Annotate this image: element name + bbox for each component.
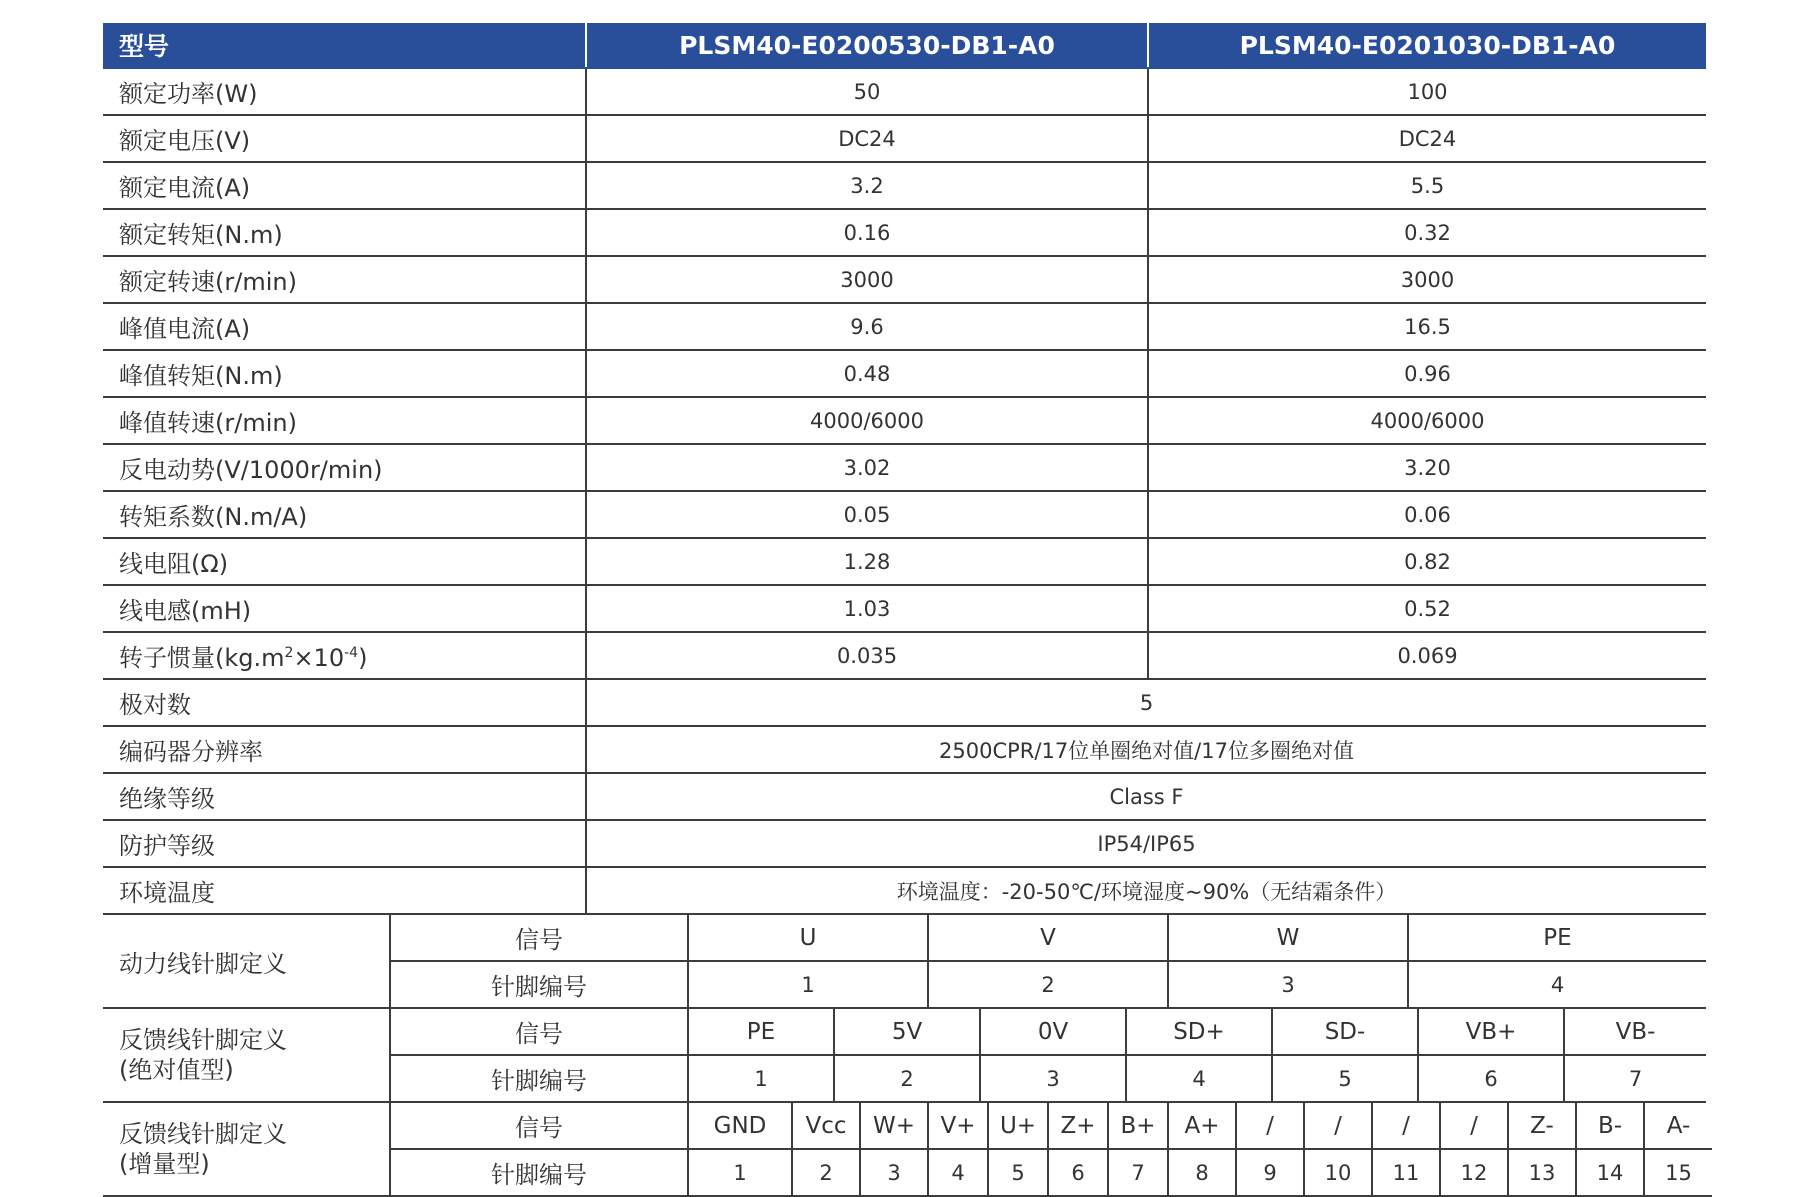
spec-row bbox=[103, 397, 1706, 444]
spec-value-model-2: 0.82 bbox=[1148, 538, 1706, 585]
incremental-title bbox=[103, 1103, 390, 1196]
incremental-title-line2: (增量型) bbox=[119, 1150, 210, 1178]
spec-table bbox=[103, 23, 1706, 915]
inertia-value-model-1: 0.035 bbox=[586, 632, 1148, 679]
spec-value-model-1: 3000 bbox=[586, 256, 1148, 303]
spec-value-model-2: 100 bbox=[1148, 68, 1706, 115]
spec-label: 峰值转速(r/min) bbox=[103, 397, 586, 444]
inertia-label bbox=[103, 632, 586, 679]
signal-cell: B- bbox=[1576, 1103, 1644, 1149]
pin-number-cell: 11 bbox=[1372, 1149, 1440, 1196]
pin-number-cell: 1 bbox=[688, 1055, 834, 1102]
pin-number-cell: 2 bbox=[928, 961, 1168, 1008]
inertia-label-mid: ×10 bbox=[293, 644, 345, 672]
pin-number-cell: 3 bbox=[1168, 961, 1408, 1008]
inertia-value-model-2: 0.069 bbox=[1148, 632, 1706, 679]
spec-value-model-1: 3.2 bbox=[586, 162, 1148, 209]
pin-number-cell: 5 bbox=[988, 1149, 1048, 1196]
signal-cell: / bbox=[1304, 1103, 1372, 1149]
spec-value-model-1: 3.02 bbox=[586, 444, 1148, 491]
common-label: 防护等级 bbox=[103, 820, 586, 867]
absolute-signal-row bbox=[103, 1009, 1706, 1055]
model-label: 型号 bbox=[103, 23, 586, 68]
pin-number-cell: 8 bbox=[1168, 1149, 1236, 1196]
common-row bbox=[103, 820, 1706, 867]
common-value: 2500CPR/17位单圈绝对值/17位多圈绝对值 bbox=[586, 726, 1706, 773]
power-pin-table bbox=[103, 915, 1706, 1009]
power-signal-row bbox=[103, 915, 1706, 961]
pin-number-cell: 4 bbox=[928, 1149, 988, 1196]
absolute-title bbox=[103, 1009, 390, 1102]
signal-cell: 5V bbox=[834, 1009, 980, 1055]
spec-value-model-1: 4000/6000 bbox=[586, 397, 1148, 444]
pin-number-cell: 7 bbox=[1108, 1149, 1168, 1196]
spec-label: 转矩系数(N.m/A) bbox=[103, 491, 586, 538]
spec-value-model-1: 1.03 bbox=[586, 585, 1148, 632]
signal-cell: GND bbox=[688, 1103, 792, 1149]
power-title: 动力线针脚定义 bbox=[103, 915, 390, 1008]
spec-label: 线电阻(Ω) bbox=[103, 538, 586, 585]
pin-number-cell: 7 bbox=[1564, 1055, 1706, 1102]
spec-label: 峰值转矩(N.m) bbox=[103, 350, 586, 397]
signal-cell: U bbox=[688, 915, 928, 961]
spec-label: 额定转速(r/min) bbox=[103, 256, 586, 303]
signal-cell: Z+ bbox=[1048, 1103, 1108, 1149]
absolute-title-line1: 反馈线针脚定义 bbox=[119, 1026, 287, 1054]
pin-number-cell: 3 bbox=[980, 1055, 1126, 1102]
pin-number-cell: 10 bbox=[1304, 1149, 1372, 1196]
spec-label: 额定转矩(N.m) bbox=[103, 209, 586, 256]
signal-cell: / bbox=[1372, 1103, 1440, 1149]
spec-value-model-1: 1.28 bbox=[586, 538, 1148, 585]
signal-cell: A- bbox=[1644, 1103, 1712, 1149]
spec-label: 峰值电流(A) bbox=[103, 303, 586, 350]
spec-value-model-1: 0.48 bbox=[586, 350, 1148, 397]
signal-cell: VB- bbox=[1564, 1009, 1706, 1055]
spec-row bbox=[103, 585, 1706, 632]
signal-cell: Vcc bbox=[792, 1103, 860, 1149]
signal-cell: W+ bbox=[860, 1103, 928, 1149]
signal-cell: VB+ bbox=[1418, 1009, 1564, 1055]
signal-cell: W bbox=[1168, 915, 1408, 961]
signal-label: 信号 bbox=[390, 915, 688, 961]
spec-value-model-2: 0.96 bbox=[1148, 350, 1706, 397]
signal-cell: V bbox=[928, 915, 1168, 961]
spec-label: 额定功率(W) bbox=[103, 68, 586, 115]
common-row bbox=[103, 773, 1706, 820]
spec-row bbox=[103, 538, 1706, 585]
signal-cell: / bbox=[1440, 1103, 1508, 1149]
signal-cell: V+ bbox=[928, 1103, 988, 1149]
pin-number-label: 针脚编号 bbox=[390, 961, 688, 1008]
pin-number-label: 针脚编号 bbox=[390, 1055, 688, 1102]
pin-number-cell: 13 bbox=[1508, 1149, 1576, 1196]
signal-cell: PE bbox=[1408, 915, 1706, 961]
pin-number-cell: 6 bbox=[1048, 1149, 1108, 1196]
signal-label: 信号 bbox=[390, 1009, 688, 1055]
absolute-title-line2: (绝对值型) bbox=[119, 1056, 234, 1084]
incremental-title-line1: 反馈线针脚定义 bbox=[119, 1120, 287, 1148]
spec-value-model-2: 5.5 bbox=[1148, 162, 1706, 209]
pin-number-cell: 2 bbox=[792, 1149, 860, 1196]
common-label: 编码器分辨率 bbox=[103, 726, 586, 773]
spec-label: 额定电压(V) bbox=[103, 115, 586, 162]
pin-number-cell: 3 bbox=[860, 1149, 928, 1196]
common-value: 5 bbox=[586, 679, 1706, 726]
pin-number-cell: 4 bbox=[1408, 961, 1706, 1008]
spec-row bbox=[103, 350, 1706, 397]
spec-value-model-1: 0.16 bbox=[586, 209, 1148, 256]
common-value: IP54/IP65 bbox=[586, 820, 1706, 867]
spec-value-model-1: DC24 bbox=[586, 115, 1148, 162]
incremental-pin-table bbox=[103, 1103, 1712, 1197]
spec-value-model-2: 16.5 bbox=[1148, 303, 1706, 350]
signal-cell: SD- bbox=[1272, 1009, 1418, 1055]
common-label: 绝缘等级 bbox=[103, 773, 586, 820]
spec-row-inertia bbox=[103, 632, 1706, 679]
spec-row bbox=[103, 68, 1706, 115]
signal-cell: PE bbox=[688, 1009, 834, 1055]
common-row bbox=[103, 679, 1706, 726]
spec-value-model-1: 9.6 bbox=[586, 303, 1148, 350]
signal-cell: Z- bbox=[1508, 1103, 1576, 1149]
pin-number-cell: 14 bbox=[1576, 1149, 1644, 1196]
pin-number-cell: 12 bbox=[1440, 1149, 1508, 1196]
spec-row bbox=[103, 303, 1706, 350]
signal-cell: U+ bbox=[988, 1103, 1048, 1149]
spec-label: 线电感(mH) bbox=[103, 585, 586, 632]
spec-row bbox=[103, 444, 1706, 491]
signal-cell: A+ bbox=[1168, 1103, 1236, 1149]
incremental-signal-row bbox=[103, 1103, 1712, 1149]
spec-value-model-1: 0.05 bbox=[586, 491, 1148, 538]
common-label: 极对数 bbox=[103, 679, 586, 726]
header-row bbox=[103, 23, 1706, 68]
common-row bbox=[103, 867, 1706, 914]
signal-cell: / bbox=[1236, 1103, 1304, 1149]
spec-value-model-2: 0.32 bbox=[1148, 209, 1706, 256]
pin-number-cell: 2 bbox=[834, 1055, 980, 1102]
spec-row bbox=[103, 209, 1706, 256]
spec-row bbox=[103, 256, 1706, 303]
spec-row bbox=[103, 115, 1706, 162]
spec-value-model-2: 0.06 bbox=[1148, 491, 1706, 538]
model-name-2: PLSM40-E0201030-DB1-A0 bbox=[1148, 23, 1706, 68]
spec-sheet bbox=[103, 23, 1706, 1197]
spec-value-model-2: DC24 bbox=[1148, 115, 1706, 162]
pin-number-cell: 6 bbox=[1418, 1055, 1564, 1102]
spec-value-model-1: 50 bbox=[586, 68, 1148, 115]
absolute-pin-table bbox=[103, 1009, 1706, 1103]
model-name-1: PLSM40-E0200530-DB1-A0 bbox=[586, 23, 1148, 68]
spec-value-model-2: 0.52 bbox=[1148, 585, 1706, 632]
signal-cell: SD+ bbox=[1126, 1009, 1272, 1055]
pin-number-label: 针脚编号 bbox=[390, 1149, 688, 1196]
signal-cell: B+ bbox=[1108, 1103, 1168, 1149]
signal-cell: 0V bbox=[980, 1009, 1126, 1055]
spec-label: 额定电流(A) bbox=[103, 162, 586, 209]
spec-label: 反电动势(V/1000r/min) bbox=[103, 444, 586, 491]
pin-number-cell: 9 bbox=[1236, 1149, 1304, 1196]
spec-row bbox=[103, 491, 1706, 538]
spec-value-model-2: 4000/6000 bbox=[1148, 397, 1706, 444]
pin-number-cell: 1 bbox=[688, 961, 928, 1008]
common-label: 环境温度 bbox=[103, 867, 586, 914]
inertia-label-prefix: 转子惯量(kg.m bbox=[119, 644, 285, 672]
signal-label: 信号 bbox=[390, 1103, 688, 1149]
common-value: 环境温度：-20-50℃/环境湿度~90%（无结霜条件） bbox=[586, 867, 1706, 914]
inertia-label-sup2: -4 bbox=[344, 645, 359, 661]
pin-number-cell: 1 bbox=[688, 1149, 792, 1196]
common-row bbox=[103, 726, 1706, 773]
spec-row bbox=[103, 162, 1706, 209]
pin-number-cell: 15 bbox=[1644, 1149, 1712, 1196]
common-value: Class F bbox=[586, 773, 1706, 820]
pin-number-cell: 5 bbox=[1272, 1055, 1418, 1102]
inertia-label-suffix: ) bbox=[358, 644, 368, 672]
spec-value-model-2: 3.20 bbox=[1148, 444, 1706, 491]
inertia-label-sup1: 2 bbox=[284, 645, 294, 661]
spec-value-model-2: 3000 bbox=[1148, 256, 1706, 303]
pin-number-cell: 4 bbox=[1126, 1055, 1272, 1102]
